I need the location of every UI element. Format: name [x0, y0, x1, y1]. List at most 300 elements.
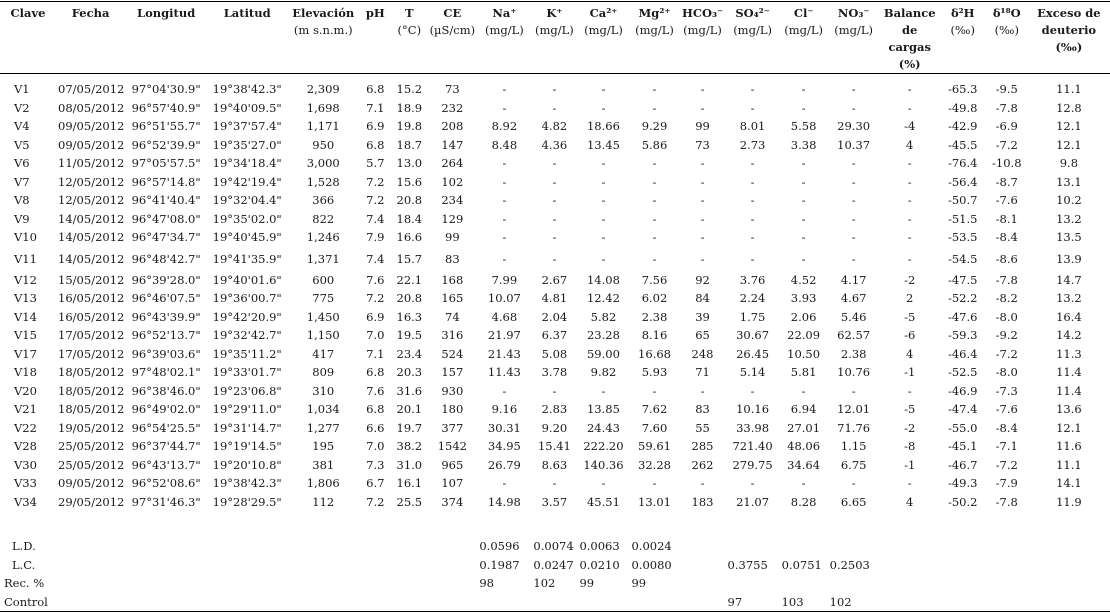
column-header	[1028, 2, 1110, 74]
footer-cell: 0.1987	[479, 557, 520, 572]
table-cell: -	[601, 174, 606, 189]
footer-cell	[828, 537, 880, 556]
table-cell: 5.46	[840, 309, 867, 324]
table-cell: -	[801, 211, 806, 226]
column-header-label: Latitud	[223, 6, 271, 20]
column-header	[359, 2, 391, 74]
table-cell: 19°23'06.8"	[212, 383, 282, 398]
table-cell: -	[907, 174, 912, 189]
table-cell: 11.1	[1056, 82, 1082, 97]
table-cell: -	[601, 211, 606, 226]
table-row	[0, 99, 1110, 118]
footer-cell	[680, 537, 726, 556]
table-cell: 74	[445, 309, 460, 324]
table-cell: 97°48'02.1"	[131, 365, 201, 380]
table-cell: 16.68	[638, 346, 671, 361]
table-cell: V12	[14, 272, 37, 287]
footer-label: Control	[0, 593, 56, 612]
column-header-unit: (µS/cm)	[429, 23, 476, 37]
table-cell: V28	[14, 439, 37, 454]
table-cell: 07/05/2012	[58, 82, 125, 97]
table-cell: 316	[441, 328, 464, 343]
footer-cell: 0.0596	[479, 539, 520, 554]
table-cell: 16/05/2012	[58, 309, 125, 324]
table-cell: 19°33'01.7"	[212, 365, 282, 380]
table-cell: 8.16	[641, 328, 668, 343]
table-cell: 2,309	[306, 82, 340, 97]
footer-cell	[680, 556, 726, 575]
table-cell: 2.04	[541, 309, 568, 324]
table-cell: 14.1	[1056, 476, 1082, 491]
table-cell: 96°52'08.6"	[131, 476, 201, 491]
column-header-label: δ²H	[950, 6, 975, 20]
table-cell: V6	[14, 156, 30, 171]
footer-cell: 99	[631, 576, 647, 591]
column-header-unit: (mg/L)	[584, 23, 623, 37]
table-cell: 26.45	[736, 346, 770, 361]
table-cell: 11.3	[1056, 346, 1082, 361]
footer-row	[0, 556, 1110, 575]
table-cell: -	[502, 100, 507, 115]
column-header-unit: (‰)	[950, 23, 975, 37]
table-cell: -52.2	[947, 291, 978, 306]
table-cell: 48.06	[787, 439, 821, 454]
table-row	[0, 191, 1110, 210]
table-cell: 19°40'01.6"	[212, 272, 282, 287]
table-cell: -8.0	[995, 309, 1018, 324]
table-cell: 1.75	[739, 309, 766, 324]
table-cell: V34	[14, 494, 37, 509]
table-cell: -	[750, 174, 755, 189]
table-cell: 8.01	[739, 119, 766, 134]
table-cell: -46.7	[947, 457, 978, 472]
table-cell: 112	[312, 494, 335, 509]
column-header-unit: (mg/L)	[784, 23, 823, 37]
footer-cell: 0.0080	[631, 557, 672, 572]
table-row	[0, 228, 1110, 247]
table-cell: 19°42'20.9"	[212, 309, 282, 324]
table-cell: 16.3	[396, 309, 423, 324]
table-cell: 19°32'04.4"	[212, 193, 282, 208]
table-cell: 7.6	[366, 383, 385, 398]
table-cell: 73	[445, 82, 460, 97]
footer-cell	[680, 593, 726, 612]
table-cell: -1	[904, 457, 916, 472]
table-cell: -	[700, 100, 705, 115]
column-header-label: T	[405, 6, 414, 20]
table-cell: 775	[312, 291, 335, 306]
column-header-label: K⁺	[546, 6, 563, 20]
table-cell: 21.97	[487, 328, 521, 343]
table-cell: -	[907, 82, 912, 97]
table-cell: 524	[441, 346, 464, 361]
footer-cell: 0.0247	[533, 557, 574, 572]
table-cell: 9.20	[541, 420, 568, 435]
table-row	[0, 419, 1110, 438]
table-cell: 7.3	[366, 457, 385, 472]
table-cell: -	[801, 156, 806, 171]
table-cell: 930	[441, 383, 464, 398]
table-cell: -	[652, 251, 657, 266]
table-cell: -	[750, 82, 755, 97]
table-cell: 2.67	[541, 272, 568, 287]
table-cell: 3.57	[541, 494, 568, 509]
table-cell: 29.30	[837, 119, 871, 134]
table-cell: 6.02	[641, 291, 668, 306]
table-cell: -	[907, 230, 912, 245]
table-cell: 99	[445, 230, 460, 245]
column-header	[680, 2, 726, 74]
table-cell: 19.5	[396, 328, 423, 343]
table-cell: -	[851, 476, 856, 491]
table-cell: -	[907, 211, 912, 226]
table-cell: 4	[906, 137, 914, 152]
table-cell: -8.4	[995, 230, 1018, 245]
table-row	[0, 289, 1110, 308]
table-cell: 232	[441, 100, 464, 115]
table-cell: -7.8	[995, 494, 1018, 509]
table-cell: -47.5	[947, 272, 978, 287]
table-cell: 7.2	[366, 193, 385, 208]
table-row	[0, 326, 1110, 345]
table-cell: V20	[14, 383, 37, 398]
table-cell: 13.6	[1056, 402, 1082, 417]
table-cell: 09/05/2012	[58, 119, 125, 134]
table-cell: 73	[695, 137, 710, 152]
table-cell: V21	[14, 402, 37, 417]
table-cell: 8.28	[790, 494, 817, 509]
footer-cell: 0.0210	[579, 557, 620, 572]
table-cell: -	[502, 251, 507, 266]
column-header-unit: (‰)	[994, 23, 1019, 37]
table-cell: -	[907, 193, 912, 208]
table-cell: -	[851, 100, 856, 115]
table-cell: -51.5	[947, 211, 978, 226]
table-cell: 12/05/2012	[58, 193, 125, 208]
table-cell: 7.0	[366, 328, 385, 343]
table-cell: 183	[691, 494, 714, 509]
table-cell: -56.4	[947, 174, 978, 189]
column-header-label: Exceso de	[1037, 6, 1101, 20]
table-cell: 264	[441, 156, 464, 171]
table-cell: 2.24	[739, 291, 766, 306]
table-cell: 11.43	[487, 365, 521, 380]
table-cell: -	[552, 383, 557, 398]
table-cell: -1	[904, 365, 916, 380]
table-cell: 809	[312, 365, 335, 380]
table-cell: -	[502, 476, 507, 491]
table-cell: 822	[312, 211, 335, 226]
table-cell: -	[750, 156, 755, 171]
column-header-label: Ca²⁺	[589, 6, 618, 20]
table-cell: -	[801, 476, 806, 491]
table-cell: 1,698	[306, 100, 340, 115]
table-cell: -	[652, 476, 657, 491]
table-cell: -10.8	[992, 156, 1022, 171]
table-cell: -4	[904, 119, 916, 134]
table-cell: 15/05/2012	[58, 272, 125, 287]
column-header	[986, 2, 1028, 74]
table-cell: 21.43	[487, 346, 521, 361]
column-header-label: NO₃⁻	[837, 6, 870, 20]
table-cell: 5.14	[739, 365, 766, 380]
table-cell: 12.1	[1056, 137, 1082, 152]
table-cell: -7.6	[995, 402, 1018, 417]
table-cell: -	[601, 100, 606, 115]
table-row	[0, 493, 1110, 512]
footer-pad	[880, 593, 1110, 612]
table-cell: -	[601, 476, 606, 491]
table-cell: -45.5	[947, 137, 978, 152]
table-cell: -	[907, 383, 912, 398]
table-cell: -	[652, 230, 657, 245]
table-cell: 7.0	[366, 439, 385, 454]
table-cell: -	[851, 211, 856, 226]
column-header	[940, 2, 986, 74]
table-cell: 6.94	[790, 402, 817, 417]
column-header-unit: (mg/L)	[635, 23, 674, 37]
column-header-unit: (mg/L)	[733, 23, 772, 37]
table-cell: 33.98	[736, 420, 770, 435]
table-cell: 18/05/2012	[58, 402, 125, 417]
table-cell: 16.6	[396, 230, 423, 245]
column-header-label: Balance de	[883, 6, 936, 37]
table-cell: 2.38	[840, 346, 867, 361]
table-cell: -	[801, 193, 806, 208]
table-cell: 16.4	[1056, 309, 1082, 324]
table-cell: 19°34'18.4"	[212, 156, 282, 171]
table-cell: -	[907, 476, 912, 491]
table-cell: 09/05/2012	[58, 476, 125, 491]
table-cell: 99	[695, 119, 710, 134]
table-cell: 2.38	[641, 309, 668, 324]
table-cell: -	[801, 174, 806, 189]
table-cell: 15.2	[396, 82, 423, 97]
table-cell: V1	[14, 82, 30, 97]
table-cell: 1,171	[306, 119, 340, 134]
table-cell: 5.81	[790, 365, 817, 380]
table-cell: 7.4	[366, 211, 385, 226]
table-cell: 366	[312, 193, 335, 208]
table-cell: 381	[312, 457, 335, 472]
table-cell: 13.85	[586, 402, 620, 417]
table-cell: -	[750, 383, 755, 398]
table-cell: 9.82	[590, 365, 617, 380]
table-cell: 6.37	[541, 328, 568, 343]
footer-cell	[828, 574, 880, 593]
column-header-unit: (mg/L)	[535, 23, 574, 37]
table-cell: 4.36	[541, 137, 568, 152]
table-cell: 83	[695, 402, 710, 417]
table-cell: 6.9	[366, 119, 385, 134]
table-cell: V13	[14, 291, 37, 306]
table-cell: 97°04'30.9"	[131, 82, 201, 97]
table-cell: -	[552, 251, 557, 266]
table-cell: -	[502, 193, 507, 208]
table-cell: 96°39'28.0"	[131, 272, 201, 287]
table-cell: 12.8	[1056, 100, 1082, 115]
table-cell: 285	[691, 439, 714, 454]
table-cell: 92	[695, 272, 710, 287]
table-cell: 11.1	[1056, 457, 1082, 472]
table-cell: 102	[441, 174, 464, 189]
table-cell: 20.8	[396, 193, 423, 208]
table-cell: -8.7	[995, 174, 1018, 189]
table-cell: -49.8	[947, 100, 978, 115]
table-cell: 62.57	[837, 328, 871, 343]
table-cell: -8.1	[995, 211, 1018, 226]
table-cell: V9	[14, 211, 30, 226]
column-header	[0, 2, 56, 74]
table-cell: 600	[312, 272, 335, 287]
table-cell: 21.07	[736, 494, 770, 509]
table-cell: 12.1	[1056, 420, 1082, 435]
table-cell: -	[851, 193, 856, 208]
table-cell: 6.9	[366, 309, 385, 324]
footer-pad	[56, 537, 477, 556]
table-cell: -8.4	[995, 420, 1018, 435]
table-cell: 2.73	[739, 137, 766, 152]
footer-cell: 97	[726, 593, 780, 612]
table-cell: -	[601, 193, 606, 208]
table-cell: -5	[904, 402, 916, 417]
table-cell: 19°42'19.4"	[212, 174, 282, 189]
table-row	[0, 456, 1110, 475]
table-cell: -	[601, 230, 606, 245]
table-cell: 12/05/2012	[58, 174, 125, 189]
footer-cell	[577, 593, 629, 612]
table-cell: 19°19'14.5"	[212, 439, 282, 454]
column-header-label: pH	[365, 6, 385, 20]
table-cell: 4	[906, 346, 914, 361]
table-cell: -8.6	[995, 251, 1018, 266]
table-cell: 3.78	[541, 365, 568, 380]
table-cell: 19°38'42.3"	[212, 82, 282, 97]
footer-cell: 0.0063	[579, 539, 620, 554]
table-cell: V8	[14, 193, 30, 208]
table-cell: 11.6	[1056, 439, 1082, 454]
table-cell: 14.2	[1056, 328, 1082, 343]
table-cell: 1,450	[306, 309, 340, 324]
footer-cell: 102	[828, 593, 880, 612]
table-cell: 25/05/2012	[58, 457, 125, 472]
table-cell: V15	[14, 328, 37, 343]
table-cell: 24.43	[586, 420, 620, 435]
column-header	[828, 2, 880, 74]
table-cell: 7.2	[366, 494, 385, 509]
table-cell: 1,277	[306, 420, 340, 435]
column-header	[287, 2, 359, 74]
footer-cell	[780, 537, 828, 556]
table-cell: 279.75	[732, 457, 773, 472]
table-cell: 8.48	[491, 137, 518, 152]
table-cell: 965	[441, 457, 464, 472]
table-cell: 4.17	[840, 272, 867, 287]
table-cell: V18	[14, 365, 37, 380]
footer-pad	[56, 556, 477, 575]
table-cell: 129	[441, 211, 464, 226]
table-cell: 7.6	[366, 272, 385, 287]
table-row	[0, 437, 1110, 456]
table-row	[0, 308, 1110, 327]
table-cell: -7.3	[995, 383, 1018, 398]
table-row	[0, 474, 1110, 493]
table-cell: 96°47'08.0"	[131, 211, 201, 226]
table-body	[0, 74, 1110, 612]
column-header-unit: (mg/L)	[683, 23, 722, 37]
table-cell: -	[750, 211, 755, 226]
table-cell: 950	[312, 137, 335, 152]
table-cell: 96°51'55.7"	[131, 119, 201, 134]
column-header-unit: (mg/L)	[485, 23, 524, 37]
table-cell: 84	[695, 291, 710, 306]
table-cell: 22.1	[396, 272, 423, 287]
table-cell: 13.5	[1056, 230, 1082, 245]
table-cell: -7.2	[995, 346, 1018, 361]
table-cell: 13.0	[396, 156, 423, 171]
table-cell: 15.7	[396, 251, 423, 266]
table-cell: -	[700, 174, 705, 189]
column-header-label: HCO₃⁻	[681, 6, 724, 20]
table-cell: 14.08	[586, 272, 620, 287]
table-cell: 14.98	[487, 494, 521, 509]
table-cell: -	[801, 100, 806, 115]
table-cell: 310	[312, 383, 335, 398]
table-cell: -9.5	[995, 82, 1018, 97]
table-cell: -	[851, 230, 856, 245]
table-cell: 20.1	[396, 402, 423, 417]
table-cell: 1,150	[306, 328, 340, 343]
table-cell: 25/05/2012	[58, 439, 125, 454]
column-header-unit: (mg/L)	[834, 23, 874, 37]
footer-cell: 102	[533, 576, 556, 591]
table-cell: -	[851, 156, 856, 171]
table-cell: 96°47'34.7"	[131, 230, 201, 245]
table-cell: -	[700, 193, 705, 208]
table-cell: -	[552, 82, 557, 97]
table-cell: -	[552, 100, 557, 115]
table-cell: 13.45	[586, 137, 620, 152]
column-header	[477, 2, 531, 74]
footer-cell	[629, 593, 679, 612]
table-cell: -	[851, 251, 856, 266]
table-cell: 248	[691, 346, 714, 361]
table-cell: -	[552, 476, 557, 491]
table-cell: 19°36'00.7"	[212, 291, 282, 306]
table-cell: 10.16	[736, 402, 770, 417]
table-cell: 19°38'42.3"	[212, 476, 282, 491]
column-header-label: Na⁺	[492, 6, 517, 20]
table-cell: 13.01	[638, 494, 671, 509]
table-cell: -	[750, 230, 755, 245]
footer-label: L.C.	[12, 557, 36, 572]
table-row	[0, 271, 1110, 290]
table-cell: V33	[14, 476, 37, 491]
footer-row	[0, 574, 1110, 593]
table-cell: 13.2	[1056, 211, 1082, 226]
table-cell: 6.8	[366, 365, 385, 380]
table-cell: 4.67	[840, 291, 867, 306]
column-header	[56, 2, 125, 74]
table-cell: 9.8	[1059, 156, 1079, 171]
table-cell: 1,371	[306, 251, 340, 266]
table-cell: -	[652, 211, 657, 226]
table-cell: 1,034	[306, 402, 340, 417]
water-chemistry-table	[0, 1, 1110, 612]
table-cell: 22.09	[787, 328, 821, 343]
table-cell: 19°31'14.7"	[212, 420, 282, 435]
table-cell: -53.5	[947, 230, 978, 245]
